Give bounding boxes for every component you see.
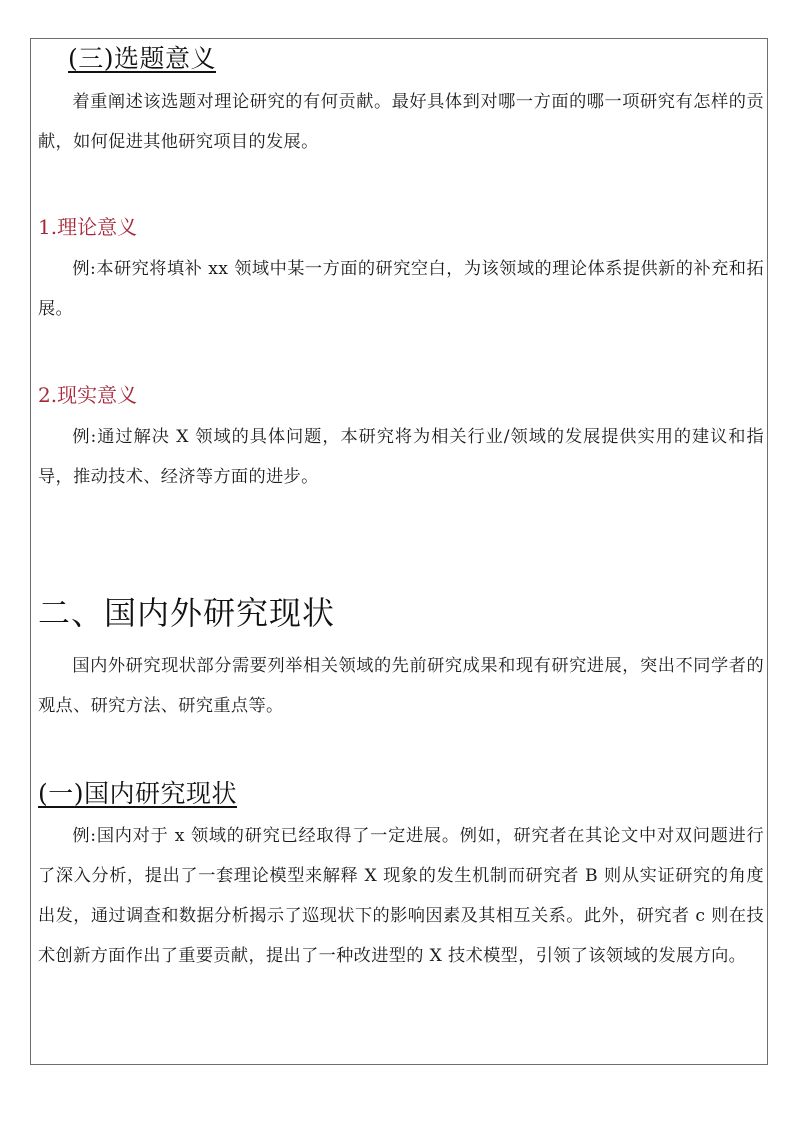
heading-domestic-status: (一)国内研究现状 (38, 779, 238, 808)
paragraph-theoretical-significance: 例:本研究将填补 xx 领域中某一方面的研究空白，为该领域的理论体系提供新的补充和拓展。 (38, 259, 764, 319)
heading-practical-significance: 2.现实意义 (38, 383, 138, 407)
heading-theoretical-significance: 1.理论意义 (38, 215, 138, 239)
heading-research-status: 二、国内外研究现状 (38, 594, 336, 632)
heading-topic-significance: (三)选题意义 (68, 44, 217, 73)
paragraph-research-status-intro: 国内外研究现状部分需要列举相关领域的先前研究成果和现有研究进展，突出不同学者的观点、研究方法、研究重点等。 (38, 656, 764, 716)
paragraph-significance-intro: 着重阐述该选题对理论研究的有何贡献。最好具体到对哪一方面的哪一项研究有怎样的贡献，如何促进其他研究项目的发展。 (38, 92, 764, 152)
paragraph-domestic-status: 例:国内对于 x 领域的研究已经取得了一定进展。例如，研究者在其论文中对双问题进行了深入分析，提出了一套理论模型来解释 X 现象的发生机制而研究者 B 则从实证研究的角度出发，通过调查和数据分析揭示了巡现状下的影响因素及其相互关系。此外，研究者 c 则在技术创新方面作出了重要贡献，提出了一种改进型的 X 技术模型，引领了该领域的发展方向。 (38, 826, 764, 966)
paragraph-practical-significance: 例:通过解决 X 领域的具体问题，本研究将为相关行业/领域的发展提供实用的建议和指导，推动技术、经济等方面的进步。 (38, 427, 764, 487)
